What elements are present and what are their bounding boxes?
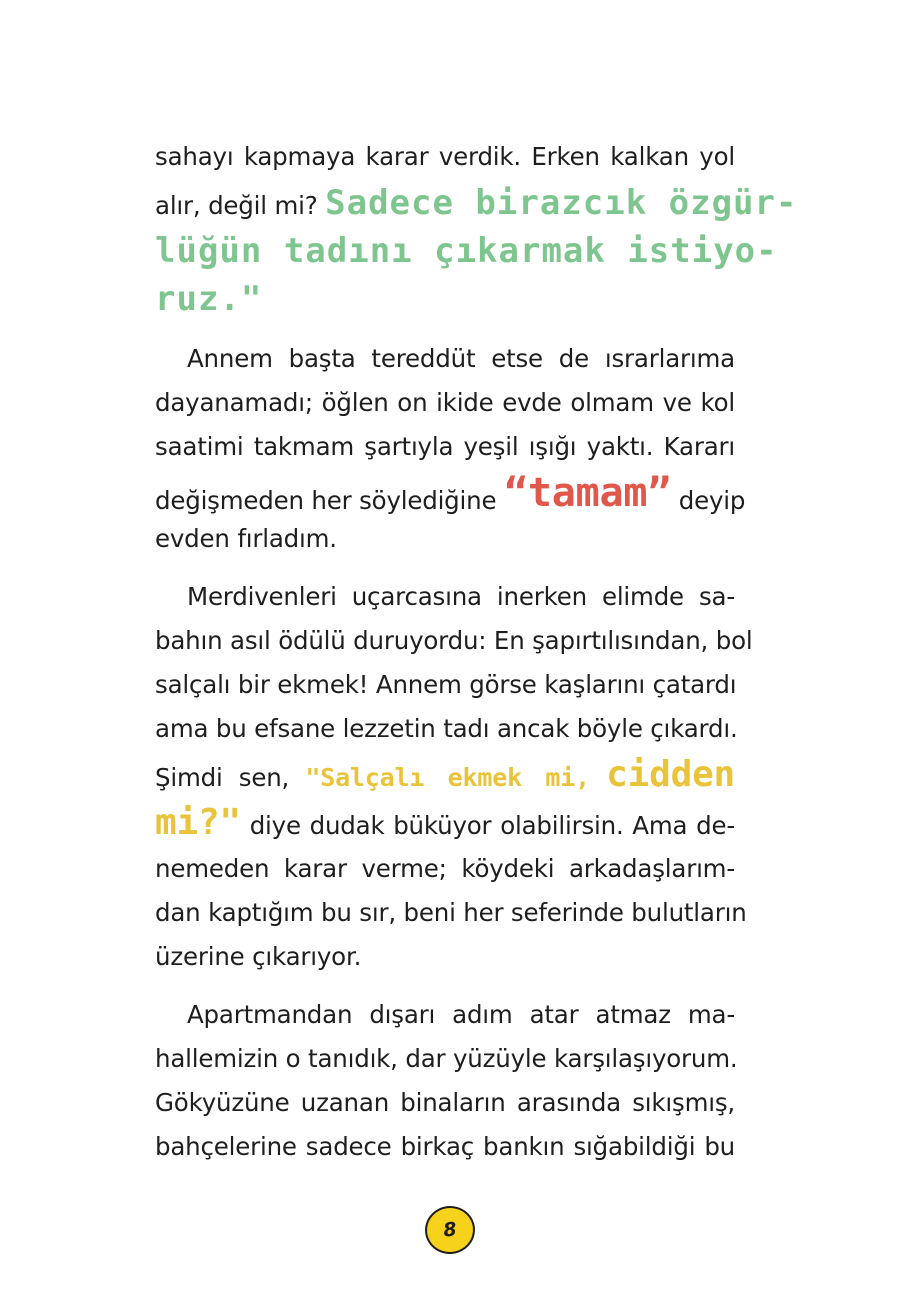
paragraph-2-line-2: dayanamadı; öğlen on ikide evde olmam ve kol [155,388,735,417]
handwritten-quote-yellow-large: mi?" [155,802,241,843]
paragraph-3-line-6 [155,799,735,847]
paragraph-3-line-4: ama bu efsane lezzetin tadı ancak böyle çıkardı. [155,714,738,743]
paragraph-3-line-1: Merdivenleri uçarcasına inerken elimde sa- [187,582,735,611]
paragraph-4-line-4: bahçelerine sadece birkaç bankın sığabildiği bu [155,1132,735,1161]
handwritten-quote-green: Sadece birazcık özgür- [325,183,798,223]
paragraph-3-line-5 [155,751,735,799]
page-number: 8 [442,1218,458,1242]
paragraph-2-line-4 [155,469,746,517]
text-span: Şimdi sen, [155,763,290,792]
handwritten-quote-green: ruz." [155,279,263,319]
paragraph-3-line-2: bahın asıl ödülü duruyordu: En şapırtılısından, bol [155,626,753,655]
paragraph-2-line-1: Annem başta tereddüt etse de ısrarlarıma [187,344,735,373]
paragraph-3-line-8: dan kaptığım bu sır, beni her seferinde bulutların [155,898,747,927]
paragraph-4-line-3: Gökyüzüne uzanan binaların arasında sıkışmış, [155,1088,735,1117]
handwritten-quote-yellow: "Salçalı ekmek mi, [305,763,590,792]
paragraph-3-line-3: salçalı bir ekmek! Annem görse kaşlarını çatardı [155,670,737,699]
paragraph-1-line-2 [155,179,798,227]
text-span: alır, değil mi? [155,191,318,220]
paragraph-3-line-7: nemeden karar verme; köydeki arkadaşlarım- [155,854,735,883]
handwritten-word-red: “tamam” [503,470,672,516]
paragraph-3-line-9: üzerine çıkarıyor. [155,942,362,971]
paragraph-2-line-3: saatimi takmam şartıyla yeşil ışığı yaktı. Kararı [155,432,735,461]
paragraph-4-line-1: Apartmandan dışarı adım atar atmaz ma- [187,1000,735,1029]
page-number-badge [423,1204,478,1257]
paragraph-1-line-3 [155,227,778,275]
paragraph-4-line-2: hallemizin o tanıdık, dar yüzüyle karşılaşıyorum. [155,1044,738,1073]
paragraph-1-line-4 [155,275,735,323]
text-span: değişmeden her söylediğine [155,486,497,515]
paragraph-2-line-5: evden fırladım. [155,524,337,553]
handwritten-quote-yellow-large: cidden [606,754,736,795]
text-span: deyip [678,486,746,515]
text-span: diye dudak büküyor olabilirsin. Ama de- [249,811,735,840]
handwritten-quote-green: lüğün tadını çıkarmak istiyo- [155,231,778,271]
paragraph-1-line-1: sahayı kapmaya karar verdik. Erken kalkan yol [155,142,735,171]
body-text [155,135,798,1169]
